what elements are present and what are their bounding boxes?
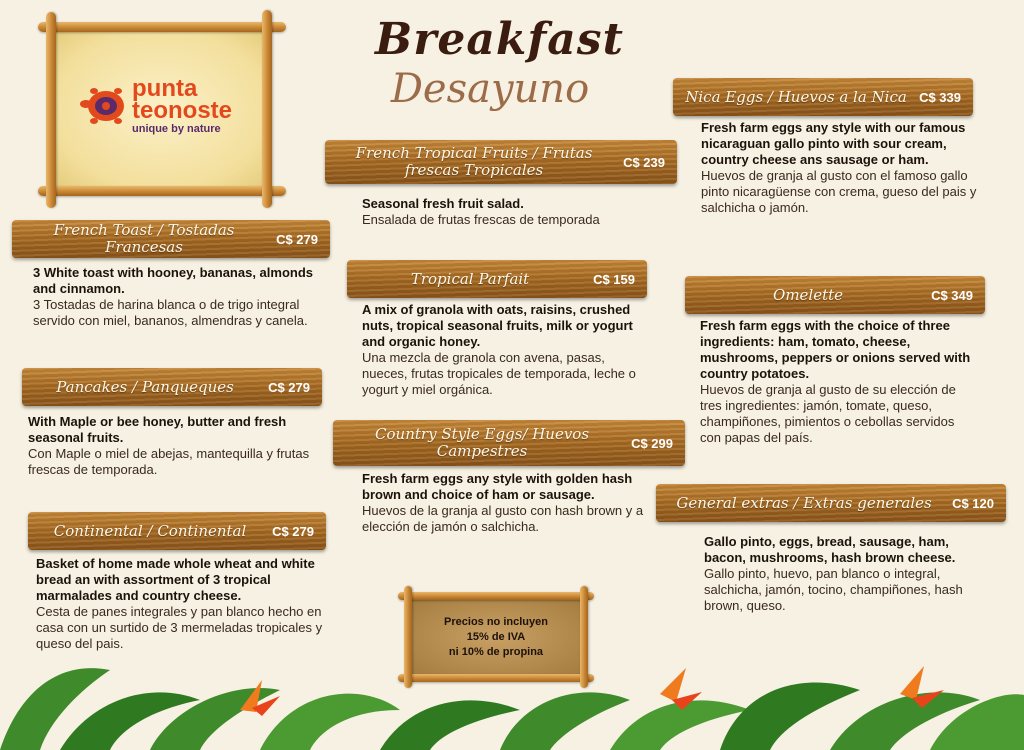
menu-item-header-general-extras — [656, 484, 1006, 522]
note-bamboo-top — [398, 592, 594, 600]
title-english: Breakfast — [375, 14, 624, 65]
menu-item-header-omelette — [685, 276, 985, 314]
logo-name-line2: teonoste — [132, 97, 233, 124]
menu-item-description — [362, 196, 662, 228]
logo — [80, 82, 132, 134]
note-line1: Precios no incluyen — [444, 615, 548, 628]
title-spanish: Desayuno — [390, 66, 590, 112]
item-price: C$ 299 — [631, 435, 673, 451]
description-english: A mix of granola with oats, raisins, crushed nuts, tropical seasonal fruits, milk or yogurt and organic honey. — [362, 302, 633, 349]
menu-item-description — [28, 414, 323, 478]
item-name: Continental / Continental — [53, 521, 247, 540]
item-name: Pancakes / Panqueques — [56, 377, 234, 396]
description-english: Basket of home made whole wheat and white bread an with assortment of 3 tropical marmalades and country cheese. — [36, 556, 315, 603]
item-price: C$ 279 — [272, 523, 314, 539]
menu-item-header-country-eggs — [333, 420, 685, 466]
bamboo-left — [46, 12, 56, 208]
menu-item-header-tropical-parfait — [347, 260, 647, 298]
item-price: C$ 349 — [931, 287, 973, 303]
description-spanish: Huevos de granja al gusto de su elección de tres ingredientes: jamón, tomate, queso, champiñones, pimientos o cebollas servidos con papas del país. — [700, 382, 956, 445]
item-name: Omelette — [773, 285, 844, 304]
bamboo-top — [38, 22, 286, 32]
menu-item-description — [362, 302, 652, 398]
item-name: Country Style Eggs/ Huevos Campestres — [375, 425, 590, 460]
description-english: Seasonal fresh fruit salad. — [362, 196, 524, 211]
turtle-icon — [80, 82, 132, 130]
description-english: With Maple or bee honey, butter and fresh seasonal fruits. — [28, 414, 287, 445]
item-name: Tropical Parfait — [410, 269, 530, 288]
item-price: C$ 279 — [276, 231, 318, 247]
description-english: Fresh farm eggs any style with golden hash brown and choice of ham or sausage. — [362, 471, 633, 502]
item-price: C$ 279 — [268, 379, 310, 395]
description-english: Fresh farm eggs with the choice of three ingredients: ham, tomato, cheese, mushrooms, peppers or onions served with country potatoes. — [700, 318, 971, 381]
menu-item-description — [362, 471, 652, 535]
menu-item-description — [700, 318, 975, 446]
item-price: C$ 339 — [919, 89, 961, 105]
menu-item-header-french-toast — [12, 220, 330, 258]
description-spanish: Huevos de la granja al gusto con hash brown y a elección de jamón o salchicha. — [362, 503, 644, 534]
logo-name-line1: punta — [132, 75, 198, 102]
menu-item-description — [36, 556, 331, 652]
description-spanish: Huevos de granja al gusto con el famoso gallo pinto nicaragüense con crema, gueso del pais y salchicha o jamón. — [701, 168, 977, 215]
item-price: C$ 239 — [623, 154, 665, 170]
description-english: Fresh farm eggs any style with our famous nicaraguan gallo pinto with sour cream, country cheese ans sausage or ham. — [701, 120, 966, 167]
description-spanish: Con Maple o miel de abejas, mantequilla y frutas frescas de temporada. — [28, 446, 310, 477]
description-english: 3 White toast with hooney, bananas, almonds and cinnamon. — [33, 265, 314, 296]
item-name: French Tropical Fruits / Frutas frescas Tropicales — [355, 144, 593, 179]
menu-item-description — [701, 120, 986, 216]
bamboo-right — [262, 10, 272, 208]
menu-item-description — [33, 265, 323, 329]
note-line2: 15% de IVA — [466, 630, 526, 643]
logo-tagline: unique by nature — [132, 123, 221, 135]
note-line3: ni 10% de propina — [448, 645, 544, 658]
description-spanish: Cesta de panes integrales y pan blanco hecho en casa con un surtido de 3 mermeladas tropicales y queso del pais. — [36, 604, 323, 651]
item-name: French Toast / Tostadas Francesas — [53, 221, 235, 256]
tropical-foliage-decoration — [0, 650, 1024, 750]
item-name: Nica Eggs / Huevos a la Nica — [685, 87, 907, 106]
menu-item-header-continental — [28, 512, 326, 550]
menu-item-header-pancakes — [22, 368, 322, 406]
item-price: C$ 120 — [952, 495, 994, 511]
description-spanish: 3 Tostadas de harina blanca o de trigo integral servido con miel, bananos, almendras y canela. — [33, 297, 308, 328]
item-name: General extras / Extras generales — [676, 493, 932, 512]
menu-item-description — [704, 534, 989, 614]
bamboo-bottom — [38, 186, 286, 196]
description-spanish: Ensalada de frutas frescas de temporada — [362, 212, 600, 227]
menu-item-header-tropical-fruits — [325, 140, 677, 184]
description-spanish: Gallo pinto, huevo, pan blanco o integral, salchicha, jamón, tocino, champiñones, hash brown, queso. — [704, 566, 963, 613]
logo-wordmark — [132, 75, 233, 136]
menu-item-header-nica-eggs — [673, 78, 973, 116]
description-spanish: Una mezcla de granola con avena, pasas, nueces, frutas tropicales de temporada, leche o yogurt y miel orgánica. — [362, 350, 636, 397]
description-english: Gallo pinto, eggs, bread, sausage, ham, bacon, mushrooms, hash brown cheese. — [704, 534, 956, 565]
item-price: C$ 159 — [593, 271, 635, 287]
